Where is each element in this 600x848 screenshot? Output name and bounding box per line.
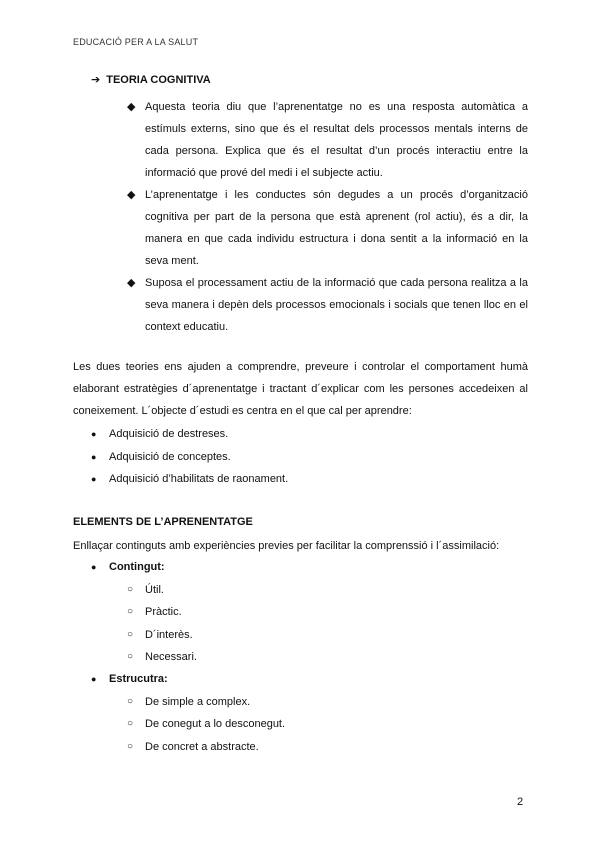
- list-item: [127, 624, 197, 647]
- list-item-text: L’aprenentatge i les conductes són degudes a un procés d’organització cognitiva per part de la persona que està aprenent (rol actiu), és a dir, la manera en que cada individu estructura i dona sentit a la informació en la seva ment.: [145, 189, 528, 267]
- list-item-text: D´interès.: [145, 628, 193, 641]
- list-item: [91, 446, 288, 469]
- disc-bullet-icon: ●: [91, 674, 97, 684]
- page-header: EDUCACIÓ PER A LA SALUT: [73, 37, 199, 47]
- list-item-text: Pràctic.: [145, 606, 182, 618]
- list-item-text: Aquesta teoria diu que l’aprenentatge no es una resposta automàtica a estímuls externs, sino que és el resultat dels processos mentals interns de cada persona. Explica que és el resultat d’un procés interactiu entre la informació que prové del medi i el subjecte actiu.: [145, 101, 528, 179]
- list-item-text: Necessari.: [145, 651, 197, 663]
- diamond-bullet-icon: ◆: [127, 101, 136, 113]
- disc-bullet-icon: ●: [91, 429, 97, 439]
- circle-bullet-icon: ○: [127, 628, 134, 640]
- sub-list: [127, 691, 285, 759]
- list-item-text: De concret a abstracte.: [145, 740, 259, 753]
- list-item: [127, 601, 197, 624]
- section-intro: Enllaçar continguts amb experiències previes per facilitar la comprenssió i l´assimilació:: [73, 540, 500, 552]
- disc-bullet-icon: ●: [91, 562, 97, 572]
- group-label: [91, 668, 285, 691]
- list-item-text: Adquisició de conceptes.: [109, 450, 231, 463]
- structure-group: [91, 668, 285, 758]
- list-item-text: De simple a complex.: [145, 695, 251, 708]
- circle-bullet-icon: ○: [127, 583, 134, 595]
- circle-bullet-icon: ○: [127, 718, 134, 729]
- section-title: TEORIA COGNITIVA: [106, 73, 211, 86]
- list-item: [91, 423, 288, 446]
- content-group: [91, 556, 197, 669]
- learning-objectives-list: [91, 423, 288, 491]
- list-item: [127, 713, 285, 736]
- diamond-bullet-icon: ◆: [127, 277, 136, 289]
- list-item: [91, 468, 288, 491]
- circle-bullet-icon: ○: [127, 695, 134, 707]
- group-label: [91, 556, 197, 579]
- circle-bullet-icon: ○: [127, 740, 134, 752]
- group-label-text: Estrucutra:: [109, 673, 168, 685]
- list-item: [127, 272, 528, 338]
- list-item: [127, 736, 285, 759]
- disc-bullet-icon: ●: [91, 451, 97, 462]
- group-label-text: Contingut:: [109, 561, 165, 573]
- diamond-bullet-icon: ◆: [127, 189, 136, 201]
- list-item: [127, 646, 197, 669]
- list-item-text: Adquisició d’habilitats de raonament.: [109, 473, 289, 485]
- theory-points-list: [127, 96, 528, 338]
- arrow-right-icon: ➔: [91, 74, 101, 86]
- list-item: [127, 691, 285, 714]
- circle-bullet-icon: ○: [127, 651, 134, 662]
- list-item: [127, 184, 528, 272]
- circle-bullet-icon: ○: [127, 606, 134, 617]
- list-item: [127, 579, 197, 602]
- list-item-text: Suposa el processament actiu de la informació que cada persona realitza a la seva manera i depèn dels processos emocionals i socials que tenen lloc en el context educatiu.: [145, 277, 528, 333]
- page-number: 2: [517, 796, 524, 808]
- sub-list: [127, 579, 197, 669]
- list-item-text: De conegut a lo desconegut.: [145, 718, 286, 730]
- section-heading-teoria-cognitiva: [91, 73, 211, 86]
- body-paragraph: Les dues teories ens ajuden a comprendre, preveure i controlar el comportament humà elaborant estratègies d´aprenentatge i tractant d´explicar com les persones accedeixen al coneixement. L´objecte d´estudi es centra en el que cal per aprendre:: [73, 361, 528, 417]
- section-heading-elements: ELEMENTS DE L’APRENENTATGE: [73, 516, 253, 528]
- list-item-text: Útil.: [145, 583, 164, 596]
- list-item: [127, 96, 528, 184]
- list-item-text: Adquisició de destreses.: [109, 428, 229, 440]
- disc-bullet-icon: ●: [91, 474, 97, 484]
